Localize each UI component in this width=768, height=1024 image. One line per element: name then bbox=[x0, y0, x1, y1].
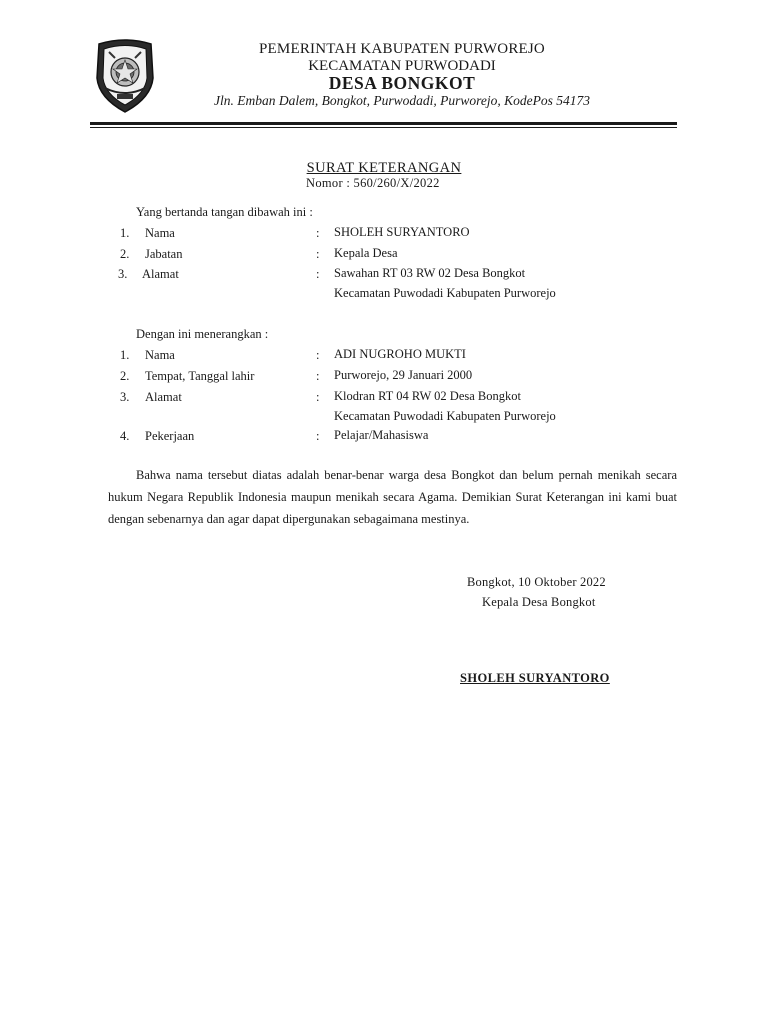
signatory-address-label: Alamat bbox=[142, 267, 179, 281]
document-title-text: SURAT KETERANGAN bbox=[306, 160, 462, 176]
colon: : bbox=[316, 267, 320, 281]
colon: : bbox=[316, 226, 320, 240]
row-number: 3. bbox=[118, 267, 128, 281]
subject-occupation-value: Pelajar/Mahasiswa bbox=[334, 428, 429, 442]
subject-intro: Dengan ini menerangkan : bbox=[136, 327, 269, 341]
signatory-name-label: Nama bbox=[145, 226, 175, 240]
letterhead-divider-thick bbox=[90, 122, 677, 125]
letterhead-village: DESA BONGKOT bbox=[328, 73, 476, 93]
row-number: 1. bbox=[120, 348, 130, 362]
row-number: 1. bbox=[120, 226, 130, 240]
signatory-position: Kepala Desa Bongkot bbox=[482, 595, 596, 609]
subject-name-value: ADI NUGROHO MUKTI bbox=[334, 347, 466, 361]
colon: : bbox=[316, 348, 320, 362]
row-number: 2. bbox=[120, 369, 130, 383]
subject-address-value-line2: Kecamatan Puwodadi Kabupaten Purworejo bbox=[334, 409, 556, 423]
signatory-name: SHOLEH SURYANTORO bbox=[460, 671, 610, 685]
letterhead-district: KECAMATAN PURWODADI bbox=[308, 58, 496, 74]
row-number: 2. bbox=[120, 247, 130, 261]
subject-occupation-label: Pekerjaan bbox=[145, 429, 195, 443]
place-date: Bongkot, 10 Oktober 2022 bbox=[467, 575, 606, 589]
document-number: Nomor : 560/260/X/2022 bbox=[306, 176, 440, 190]
row-number: 4. bbox=[120, 429, 130, 443]
signatory-position-label: Jabatan bbox=[145, 247, 183, 261]
subject-birth-label: Tempat, Tanggal lahir bbox=[145, 369, 255, 383]
statement-paragraph: Bahwa nama tersebut diatas adalah benar-benar warga desa Bongkot dan belum pernah menikah secara hukum Negara Republik Indonesia maupun menikah secara Agama. Demikian Surat Keterangan ini kami buat dengan sebenarnya dan agar dapat dipergunakan sebagaimana mestinya. bbox=[108, 468, 677, 526]
signatory-name-value: SHOLEH SURYANTORO bbox=[334, 225, 470, 239]
subject-birth-value: Purworejo, 29 Januari 2000 bbox=[334, 368, 473, 382]
row-number: 3. bbox=[120, 390, 130, 404]
letterhead-government: PEMERINTAH KABUPATEN PURWOREJO bbox=[259, 41, 545, 57]
letterhead-address: Jln. Emban Dalem, Bongkot, Purwodadi, Purworejo, KodePos 54173 bbox=[214, 93, 590, 108]
signatory-position-value: Kepala Desa bbox=[334, 246, 398, 260]
signatory-address-value-line2: Kecamatan Puwodadi Kabupaten Purworejo bbox=[334, 286, 556, 300]
colon: : bbox=[316, 390, 320, 404]
subject-name-label: Nama bbox=[145, 348, 175, 362]
colon: : bbox=[316, 429, 320, 443]
letterhead-divider-thin bbox=[90, 127, 677, 128]
document-title bbox=[0, 160, 768, 177]
subject-address-label: Alamat bbox=[145, 390, 182, 404]
colon: : bbox=[316, 369, 320, 383]
signatory-intro: Yang bertanda tangan dibawah ini : bbox=[136, 205, 313, 219]
signatory-address-value: Sawahan RT 03 RW 02 Desa Bongkot bbox=[334, 266, 526, 280]
colon: : bbox=[316, 247, 320, 261]
subject-address-value: Klodran RT 04 RW 02 Desa Bongkot bbox=[334, 389, 521, 403]
